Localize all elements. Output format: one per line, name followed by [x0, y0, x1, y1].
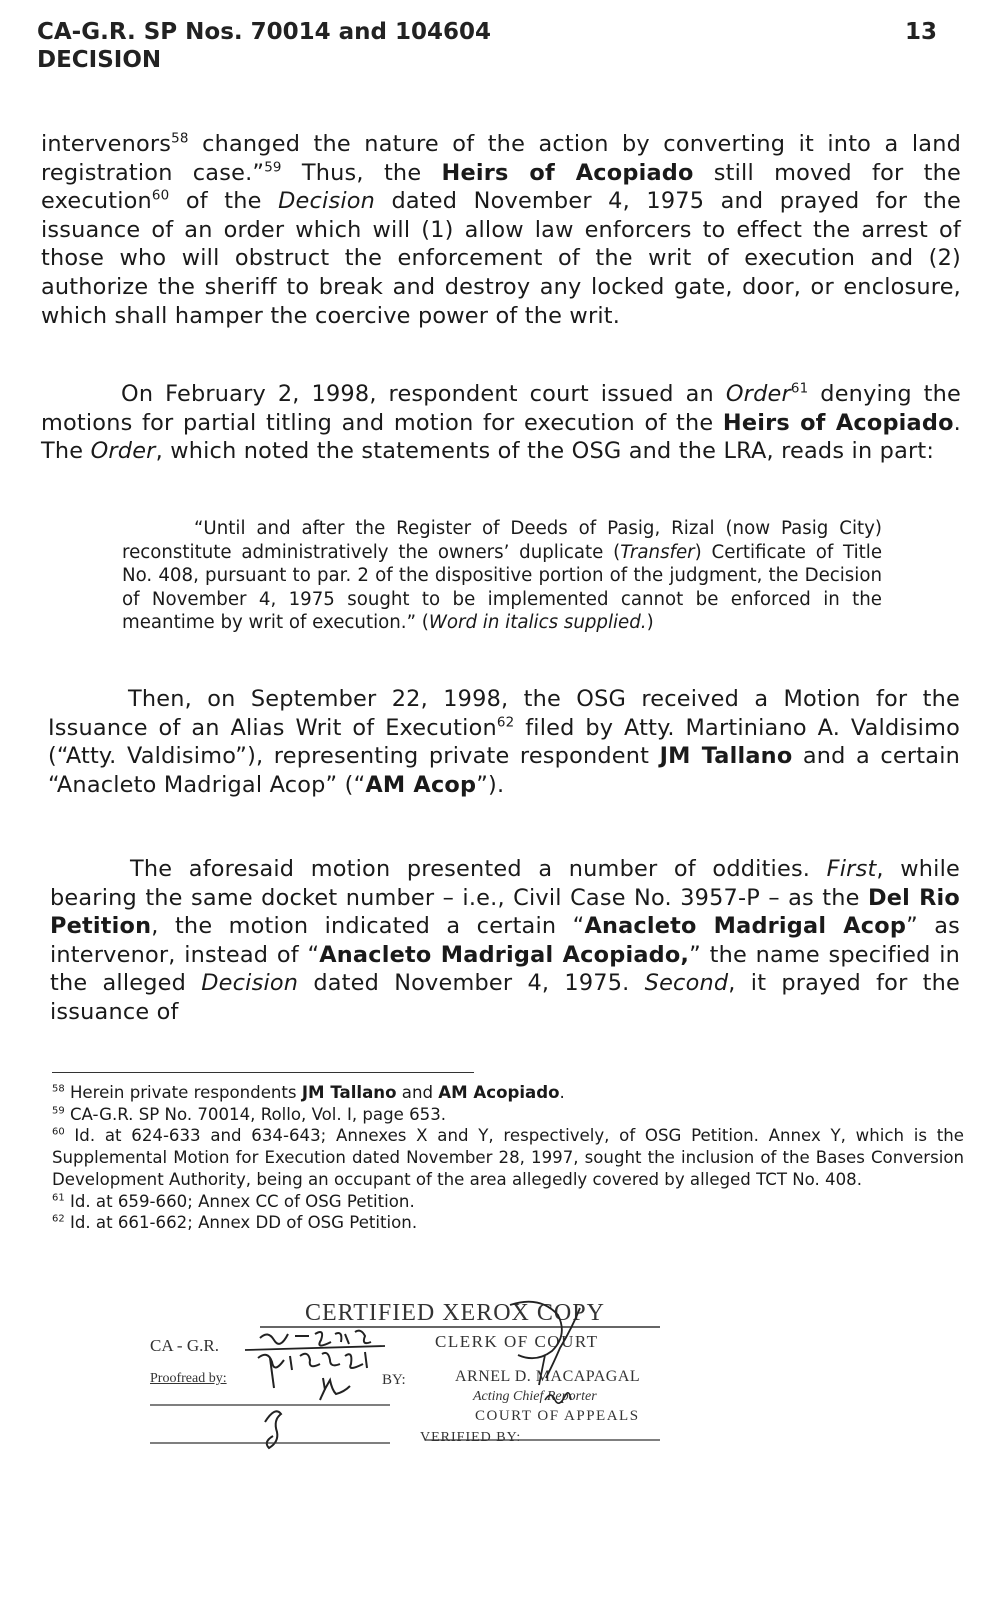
case-number: CA-G.R. SP Nos. 70014 and 104604 [37, 19, 492, 45]
page-header [37, 18, 937, 74]
stamp-signatory-name: ARNEL D. MACAPAGAL [455, 1368, 641, 1385]
footnote-ref: 59 [264, 160, 282, 176]
footnote-ref: 62 [496, 715, 515, 731]
footnotes [52, 1082, 964, 1234]
footnote-60: $^{60}$ Id. at 624-633 and 634-643; Annexes X and Y, respectively, of OSG Petition. Annex Y, which is the Supplemental Motion for Execution dated November 28, 1997, sought the inclusion of the Bases Conversion Development Authority, being an occupant of the area allegedly covered by alleged TCT No. 408. [52, 1126, 964, 1189]
block-quote: “Until and after the Register of Deeds of Pasig, Rizal (now Pasig City) reconstitute administratively the owners’ duplicate (Transfer) Certificate of Title No. 408, pursuant to par. 2 of the dispositive portion of the judgment, the Decision of November 4, 1975 sought to be implemented cannot be enforced in the meantime by writ of execution.” (Word in italics supplied.) [122, 518, 883, 634]
paragraph-2: On February 2, 1998, respondent court issued an Order$^{61}$ denying the motions for partial titling and motion for execution of the Heirs of Acopiado. The Order, which noted the statements of the OSG and the LRA, reads in part: [41, 381, 962, 465]
page-number: 13 [904, 19, 937, 45]
footnote-61: $^{61}$ Id. at 659-660; Annex CC of OSG Petition. [52, 1191, 415, 1211]
footnote-ref: 60 [151, 188, 170, 204]
footnote-62: $^{62}$ Id. at 661-662; Annex DD of OSG Petition. [52, 1213, 418, 1233]
stamp-title: CERTIFIED XEROX COPY [305, 1300, 605, 1326]
certified-copy-stamp [150, 1300, 730, 1520]
footnote-59: $^{59}$ CA-G.R. SP No. 70014, Rollo, Vol. I, page 653. [52, 1104, 447, 1124]
footnote-ref: 58 [171, 131, 189, 147]
handwritten-marks [150, 1300, 730, 1520]
stamp-by: BY: [382, 1372, 406, 1388]
stamp-proofread: Proofread by: [150, 1371, 227, 1386]
stamp-case-label: CA - G.R. [150, 1336, 219, 1355]
footnote-divider [52, 1072, 474, 1073]
footnote-58: $^{58}$ Herein private respondents JM Tallano and AM Acopiado. [52, 1083, 565, 1102]
stamp-clerk: CLERK OF COURT [435, 1332, 599, 1351]
document-type: DECISION [37, 47, 162, 73]
paragraph-1: intervenors$^{58}$ changed the nature of the action by converting it into a land registration case.”$^{59}$ Thus, the Heirs of Acopiado still moved for the execution$^{60}$ of the Decision dated November 4, 1975 and prayed for the issuance of an order which will (1) allow law enforcers to effect the arrest of those who will obstruct the enforcement of the writ of execution and (2) authorize the sheriff to break and destroy any locked gate, door, or enclosure, which shall hamper the coercive power of the writ. [41, 131, 962, 329]
stamp-court: COURT OF APPEALS [475, 1408, 640, 1424]
footnote-ref: 61 [790, 381, 809, 397]
stamp-verified: VERIFIED BY: [420, 1430, 522, 1445]
stamp-signatory-role: Acting Chief Reporter [473, 1389, 597, 1404]
paragraph-3: Then, on September 22, 1998, the OSG received a Motion for the Issuance of an Alias Writ of Execution$^{62}$ filed by Atty. Martiniano A. Valdisimo (“Atty. Valdisimo”), representing private respondent JM Tallano and a certain “Anacleto Madrigal Acop” (“AM Acop”). [48, 686, 961, 798]
paragraph-4: The aforesaid motion presented a number of oddities. First, while bearing the same docket number – i.e., Civil Case No. 3957-P – as the Del Rio Petition, the motion indicated a certain “Anacleto Madrigal Acop” as intervenor, instead of “Anacleto Madrigal Acopiado,” the name specified in the alleged Decision dated November 4, 1975. Second, it prayed for the issuance of [50, 856, 961, 1025]
